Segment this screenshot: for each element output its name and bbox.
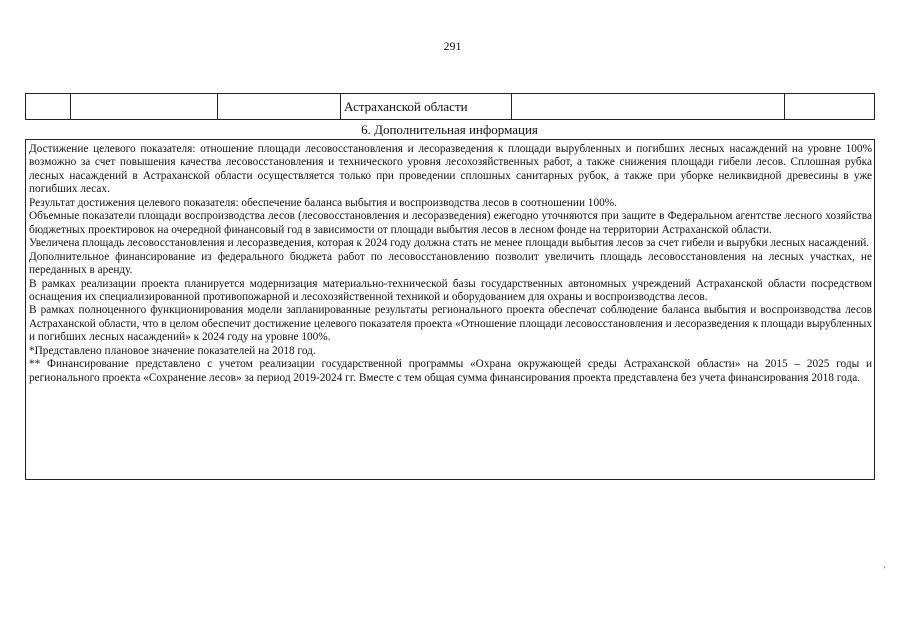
info-paragraph: Увеличена площадь лесовосстановления и лесоразведения, которая к 2024 году должна стать не менее площади выбытия лесов за счет гибели и вырубки лесных насаждений. [29, 237, 870, 250]
footnote: *Представлено плановое значение показателей на 2018 год. [29, 344, 316, 357]
table-row [26, 94, 875, 120]
table-cell [785, 94, 875, 120]
table-cell [71, 94, 218, 120]
table-fragment [25, 93, 875, 120]
info-paragraph: Результат достижения целевого показателя: обеспечение баланса выбытия и воспроизводства лесов в соотношении 100%. [29, 196, 617, 209]
table-cell-region: Астраханской области [341, 94, 512, 120]
table-cell [26, 94, 71, 120]
section-heading: 6. Дополнительная информация [361, 122, 538, 137]
table-cell [218, 94, 341, 120]
info-paragraph: Достижение целевого показателя: отношение площади лесовосстановления и лесоразведения к площади вырубленных и погибших лесных насаждений на уровне 100% возможно за счет повышения качества лесовосстановления и технического уровня лесохозяйственных работ, а также снижения площади гибели лесов. Сплошная рубка лесных насаждений в Астраханской области осуществляется только при проведении сплошных санитарных рубок, а также при уборке неликвидной древесины в уже погибших лесах. [29, 143, 872, 196]
table-cell [512, 94, 785, 120]
additional-info-box [25, 139, 875, 480]
info-paragraph: Дополнительное финансирование из федерального бюджета работ по лесовосстановлению позволит увеличить площадь лесовосстановления на лесных участках, не переданных в аренду. [29, 250, 872, 277]
page-number: 291 [443, 39, 462, 53]
info-paragraph: В рамках реализации проекта планируется модернизация материально-технической базы государственных автономных учреждений Астраханской области посредством оснащения их специализированной противопожарной и лесохозяйственной техникой и оборудованием для охраны и воспроизводства лесов. [29, 277, 872, 303]
info-paragraph: В рамках полноценного функционирования модели запланированные результаты регионального проекта обеспечат соблюдение баланса выбытия и воспроизводства лесов Астраханской области, что в целом обеспечит достижение целевого показателя проекта «Отношение площади лесовосстановления и лесоразведения к площади вырубленных и погибших лесных насаждений» к 2024 году на уровне 100%. [29, 304, 872, 344]
info-paragraph: Объемные показатели площади воспроизводства лесов (лесовосстановления и лесоразведения) ежегодно уточняются при защите в Федеральном агентстве лесного хозяйства бюджетных проектировок на очередной финансовый год в зависимости от площади выбытия лесов в лесном фонде на территории Астраханской области. [29, 210, 872, 236]
scan-edge-mark: ' [884, 565, 886, 574]
footnote: ** Финансирование представлено с учетом реализации государственной программы «Охрана окружающей среды Астраханской области» на 2015 – 2025 годы и регионального проекта «Сохранение лесов» за период 2019-2024 гг. Вместе с тем общая сумма финансирования проекта представлена без учета финансирования 2018 года. [29, 358, 872, 384]
